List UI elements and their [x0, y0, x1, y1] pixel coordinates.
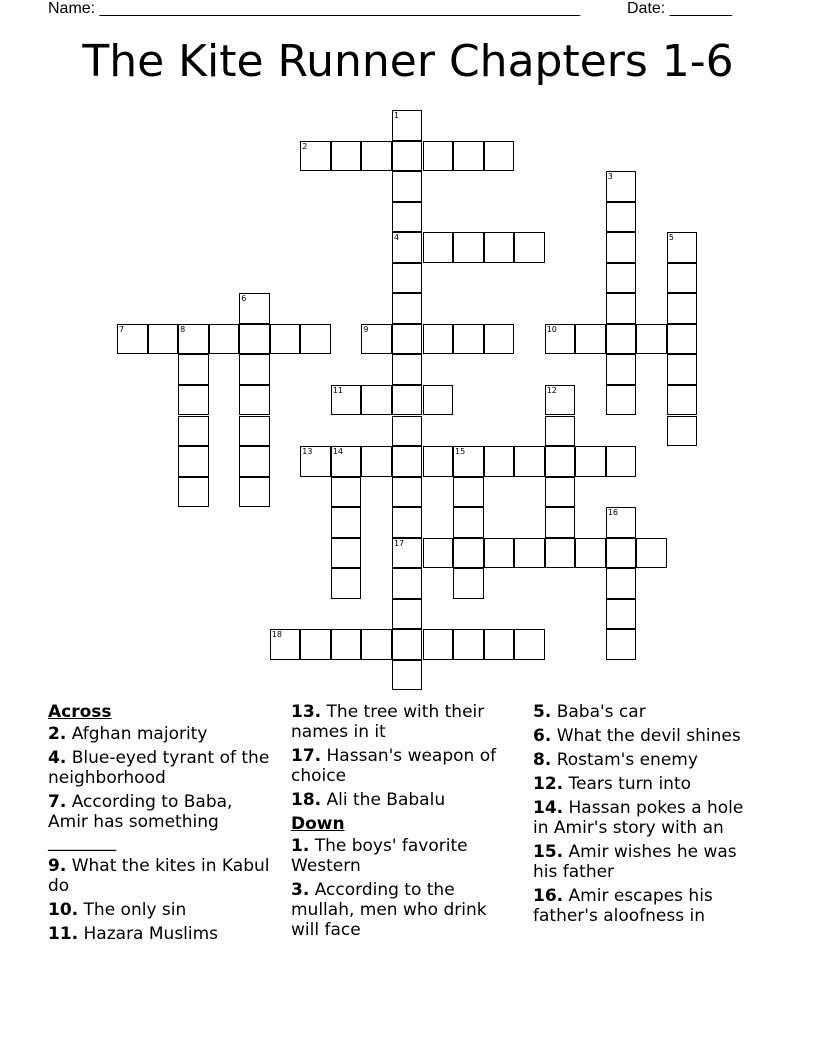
clue-number: 7: [119, 324, 125, 334]
grid-cell[interactable]: [178, 416, 209, 447]
grid-cell[interactable]: [453, 446, 484, 477]
grid-cell[interactable]: [392, 385, 423, 416]
grid-cell[interactable]: [178, 324, 209, 355]
grid-cell[interactable]: [361, 324, 392, 355]
clue-number: 8: [180, 324, 186, 334]
grid-cell[interactable]: [514, 446, 545, 477]
grid-cell[interactable]: [392, 141, 423, 172]
grid-cell[interactable]: [453, 507, 484, 538]
grid-cell[interactable]: [239, 446, 270, 477]
grid-cell[interactable]: [392, 629, 423, 660]
grid-cell[interactable]: [392, 599, 423, 630]
grid-cell[interactable]: [514, 538, 545, 569]
grid-cell[interactable]: [392, 538, 423, 569]
grid-cell[interactable]: [392, 293, 423, 324]
grid-cell[interactable]: [545, 324, 576, 355]
grid-cell[interactable]: [331, 385, 362, 416]
grid-cell[interactable]: [392, 507, 423, 538]
grid-cell[interactable]: [300, 324, 331, 355]
grid-cell[interactable]: [606, 507, 637, 538]
grid-cell[interactable]: [178, 446, 209, 477]
grid-cell[interactable]: [392, 568, 423, 599]
clue-text: The tree with their names in it: [291, 702, 485, 742]
clue-text: Ali the Babalu: [321, 790, 446, 810]
grid-cell[interactable]: [575, 324, 606, 355]
clue-text: What the kites in Kabul do: [48, 856, 270, 896]
grid-cell[interactable]: [514, 629, 545, 660]
name-field-line: Name: ______________________________________________________: [48, 0, 581, 17]
clue-item: [533, 774, 761, 794]
grid-cell[interactable]: [331, 507, 362, 538]
clue-column-2: [291, 702, 519, 944]
clue-text: The only sin: [78, 900, 187, 920]
grid-cell[interactable]: [239, 385, 270, 416]
grid-cell[interactable]: [606, 232, 637, 263]
clue-number: 12: [546, 385, 557, 395]
clue-number: 13: [302, 447, 313, 457]
clue-text: Tears turn into: [563, 774, 692, 794]
clue-item: [533, 750, 761, 770]
grid-cell[interactable]: [423, 629, 454, 660]
grid-cell[interactable]: [178, 354, 209, 385]
clue-item: [533, 886, 761, 926]
clue-text: Amir wishes he was his father: [533, 842, 737, 882]
grid-cell[interactable]: [606, 171, 637, 202]
grid-cell[interactable]: [606, 599, 637, 630]
grid-cell[interactable]: [423, 141, 454, 172]
clue-number: 18: [271, 630, 282, 640]
grid-cell[interactable]: [392, 110, 423, 141]
grid-cell[interactable]: [392, 477, 423, 508]
clue-number-label: 9.: [48, 856, 67, 876]
clue-number-label: 18.: [291, 790, 322, 810]
grid-cell[interactable]: [392, 171, 423, 202]
grid-cell[interactable]: [667, 416, 698, 447]
clue-item: [533, 726, 761, 746]
grid-cell[interactable]: [484, 141, 515, 172]
grid-cell[interactable]: [300, 141, 331, 172]
clue-number: 6: [241, 294, 247, 304]
grid-cell[interactable]: [606, 324, 637, 355]
clue-column-3: [533, 702, 761, 930]
grid-cell[interactable]: [361, 629, 392, 660]
clue-item: [291, 746, 519, 786]
clue-text: Rostam's enemy: [551, 750, 698, 770]
clue-number: 9: [363, 324, 369, 334]
grid-cell[interactable]: [575, 538, 606, 569]
grid-cell[interactable]: [545, 385, 576, 416]
clue-number-label: 6.: [533, 726, 552, 746]
grid-cell[interactable]: [484, 446, 515, 477]
grid-cell[interactable]: [331, 629, 362, 660]
grid-cell[interactable]: [606, 293, 637, 324]
grid-cell[interactable]: [453, 477, 484, 508]
grid-cell[interactable]: [667, 263, 698, 294]
clue-number-label: 5.: [533, 702, 552, 722]
grid-cell[interactable]: [239, 416, 270, 447]
grid-cell[interactable]: [239, 477, 270, 508]
clue-number: 4: [393, 233, 400, 243]
grid-cell[interactable]: [575, 446, 606, 477]
section-heading: Across: [48, 702, 112, 722]
clue-number: 15: [455, 447, 466, 457]
grid-cell[interactable]: [392, 416, 423, 447]
grid-cell[interactable]: [545, 446, 576, 477]
clue-text: According to the mullah, men who drink will face: [291, 880, 487, 940]
grid-cell[interactable]: [392, 202, 423, 233]
clue-number-label: 4.: [48, 748, 67, 768]
grid-cell[interactable]: [423, 324, 454, 355]
clue-item: [48, 792, 276, 852]
grid-cell[interactable]: [117, 324, 148, 355]
clue-item: [291, 702, 519, 742]
clue-item: [48, 924, 276, 944]
clue-number: 14: [332, 447, 344, 457]
grid-cell[interactable]: [484, 232, 515, 263]
clue-item: [48, 748, 276, 788]
grid-cell[interactable]: [361, 446, 392, 477]
clue-text: Hassan's weapon of choice: [291, 746, 497, 786]
grid-cell[interactable]: [453, 232, 484, 263]
clue-item: [48, 900, 276, 920]
grid-cell[interactable]: [667, 354, 698, 385]
clue-number-label: 14.: [533, 798, 564, 818]
clue-text: Hassan pokes a hole in Amir's story with an: [533, 798, 744, 838]
clue-item: [291, 790, 519, 810]
grid-cell[interactable]: [331, 141, 362, 172]
grid-cell[interactable]: [545, 416, 576, 447]
clue-item: [291, 836, 519, 876]
grid-cell[interactable]: [239, 324, 270, 355]
clue-number-label: 11.: [48, 924, 79, 944]
clue-item: [533, 798, 761, 838]
grid-cell[interactable]: [178, 477, 209, 508]
clue-item: [533, 702, 761, 722]
grid-cell[interactable]: [545, 538, 576, 569]
grid-cell[interactable]: [392, 263, 423, 294]
clue-item: [533, 842, 761, 882]
grid-cell[interactable]: [423, 538, 454, 569]
grid-cell[interactable]: [667, 385, 698, 416]
grid-cell[interactable]: [484, 538, 515, 569]
grid-cell[interactable]: [606, 263, 637, 294]
grid-cell[interactable]: [423, 232, 454, 263]
grid-cell[interactable]: [514, 232, 545, 263]
clue-number: 17: [393, 538, 405, 548]
grid-cell[interactable]: [606, 202, 637, 233]
clue-number-label: 1.: [291, 836, 310, 856]
clue-number-label: 17.: [291, 746, 322, 766]
clue-number: 3: [607, 172, 613, 182]
grid-cell[interactable]: [423, 446, 454, 477]
grid-cell[interactable]: [606, 538, 637, 569]
grid-cell[interactable]: [606, 354, 637, 385]
grid-cell[interactable]: [392, 354, 423, 385]
grid-cell[interactable]: [606, 568, 637, 599]
clue-number: 11: [332, 385, 344, 395]
grid-cell[interactable]: [331, 568, 362, 599]
clue-text: What the devil shines: [551, 726, 741, 746]
clue-number-label: 13.: [291, 702, 322, 722]
grid-cell[interactable]: [239, 293, 270, 324]
grid-cell[interactable]: [392, 324, 423, 355]
grid-cell[interactable]: [392, 446, 423, 477]
clue-number-label: 15.: [533, 842, 564, 862]
grid-cell[interactable]: [453, 629, 484, 660]
grid-cell[interactable]: [239, 354, 270, 385]
clue-number-label: 10.: [48, 900, 79, 920]
grid-cell[interactable]: [423, 385, 454, 416]
clue-text: Amir escapes his father's aloofness in: [533, 886, 713, 926]
grid-cell[interactable]: [331, 477, 362, 508]
clue-number-label: 12.: [533, 774, 564, 794]
clue-number-label: 7.: [48, 792, 67, 812]
section-heading: Down: [291, 814, 345, 834]
clue-number-label: 3.: [291, 880, 310, 900]
grid-cell[interactable]: [667, 293, 698, 324]
clue-number: 5: [668, 233, 674, 243]
grid-cell[interactable]: [392, 660, 423, 691]
grid-cell[interactable]: [148, 324, 179, 355]
clue-text: According to Baba, Amir has something ________: [48, 792, 233, 852]
grid-cell[interactable]: [270, 629, 301, 660]
grid-cell[interactable]: [178, 385, 209, 416]
grid-cell[interactable]: [667, 324, 698, 355]
grid-cell[interactable]: [545, 507, 576, 538]
clue-text: Afghan majority: [66, 724, 208, 744]
clue-text: Baba's car: [551, 702, 646, 722]
grid-cell[interactable]: [606, 446, 637, 477]
grid-cell[interactable]: [636, 538, 667, 569]
clue-item: [48, 724, 276, 744]
grid-cell[interactable]: [392, 232, 423, 263]
grid-cell[interactable]: [453, 324, 484, 355]
clue-number-label: 16.: [533, 886, 564, 906]
clue-number: 16: [607, 508, 618, 518]
grid-cell[interactable]: [331, 538, 362, 569]
grid-cell[interactable]: [300, 446, 331, 477]
clue-item: [291, 880, 519, 940]
grid-cell[interactable]: [361, 141, 392, 172]
grid-cell[interactable]: [636, 324, 667, 355]
grid-cell[interactable]: [361, 385, 392, 416]
grid-cell[interactable]: [667, 232, 698, 263]
clue-column-1: [48, 702, 276, 948]
grid-cell[interactable]: [453, 568, 484, 599]
grid-cell[interactable]: [331, 446, 362, 477]
grid-cell[interactable]: [606, 385, 637, 416]
clue-text: The boys' favorite Western: [291, 836, 468, 876]
grid-cell[interactable]: [300, 629, 331, 660]
grid-cell[interactable]: [209, 324, 240, 355]
grid-cell[interactable]: [453, 538, 484, 569]
clue-number-label: 8.: [533, 750, 552, 770]
clue-number-label: 2.: [48, 724, 67, 744]
grid-cell[interactable]: [484, 629, 515, 660]
grid-cell[interactable]: [484, 324, 515, 355]
date-field-line: Date: _______: [627, 0, 732, 17]
grid-cell[interactable]: [453, 141, 484, 172]
clue-number: 1: [393, 111, 400, 120]
grid-cell[interactable]: [545, 477, 576, 508]
clue-number: 2: [302, 141, 308, 151]
grid-cell[interactable]: [606, 629, 637, 660]
clue-item: [48, 856, 276, 896]
clue-text: Blue-eyed tyrant of the neighborhood: [48, 748, 270, 788]
clue-text: Hazara Muslims: [78, 924, 219, 944]
clue-number: 10: [546, 324, 557, 334]
page-title: The Kite Runner Chapters 1-6: [82, 36, 734, 87]
grid-cell[interactable]: [270, 324, 301, 355]
